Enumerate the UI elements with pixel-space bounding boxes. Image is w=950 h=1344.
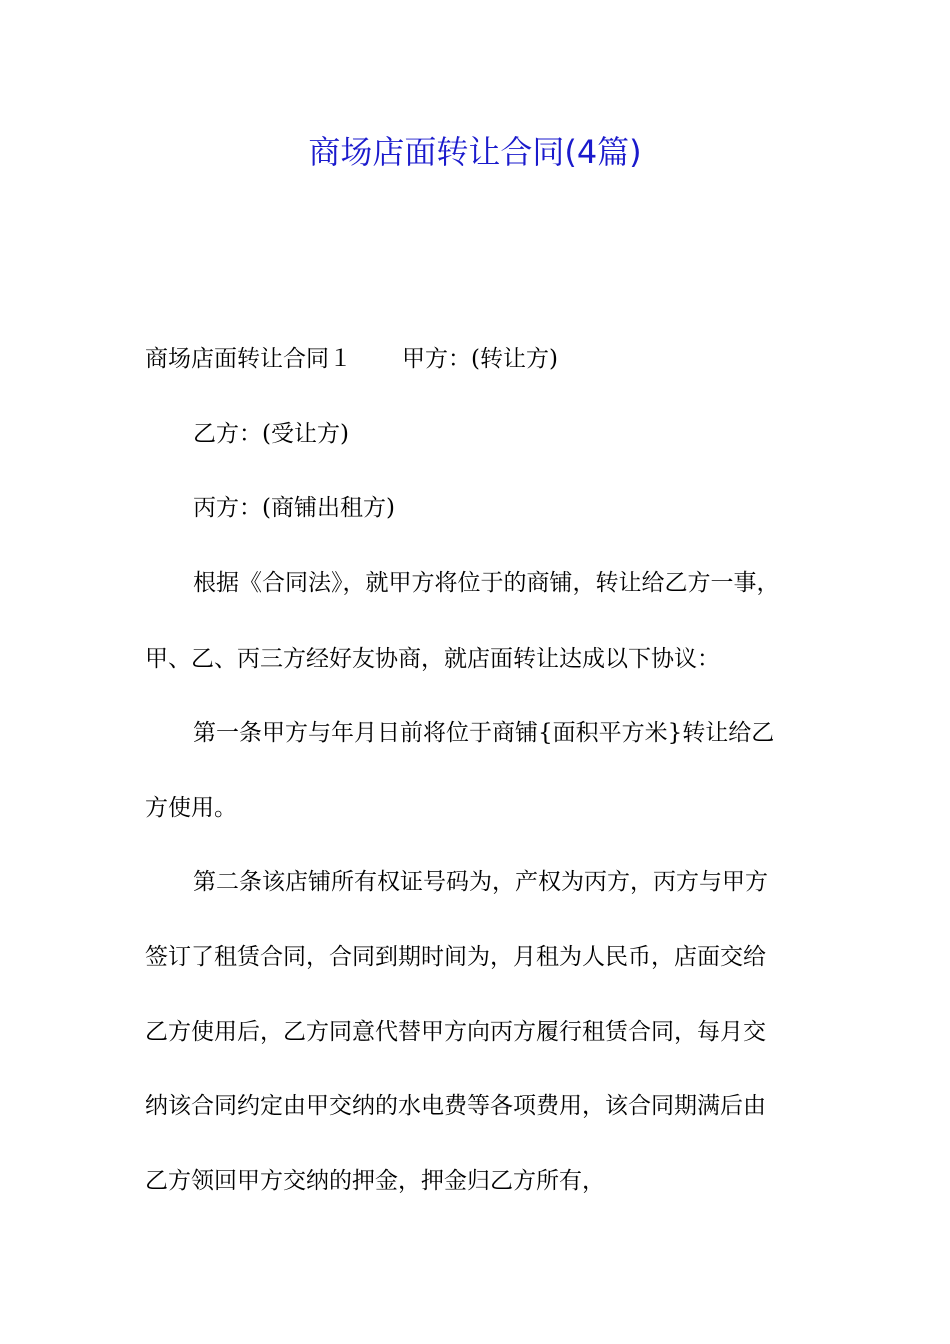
document-title: 商场店面转让合同(4篇): [308, 133, 642, 171]
body-line-9: 乙方领回甲方交纳的押金，押金归乙方所有，: [145, 1168, 605, 1194]
contract-heading-label: 商场店面转让合同１: [145, 346, 352, 372]
party-b-line: 乙方：(受让方): [193, 421, 349, 447]
body-line-2: 甲、乙、丙三方经好友协商，就店面转让达成以下协议：: [145, 646, 720, 672]
body-line-5: 第二条该店铺所有权证号码为，产权为丙方，丙方与甲方: [193, 869, 768, 895]
body-line-7: 乙方使用后，乙方同意代替甲方向丙方履行租赁合同，每月交: [145, 1019, 766, 1045]
party-c-line: 丙方：(商铺出租方): [193, 495, 395, 521]
body-line-6: 签订了租赁合同，合同到期时间为，月租为人民币，店面交给: [145, 944, 766, 970]
body-line-4: 方使用。: [145, 795, 237, 821]
body-line-1: 根据《合同法》，就甲方将位于的商铺，转让给乙方一事，: [193, 570, 780, 596]
party-a-line: 甲方：(转让方): [402, 346, 558, 372]
body-line-8: 纳该合同约定由甲交纳的水电费等各项费用，该合同期满后由: [145, 1093, 766, 1119]
body-line-3: 第一条甲方与年月日前将位于商铺{面积平方米}转让给乙: [193, 720, 775, 746]
heading-line: [145, 343, 825, 375]
